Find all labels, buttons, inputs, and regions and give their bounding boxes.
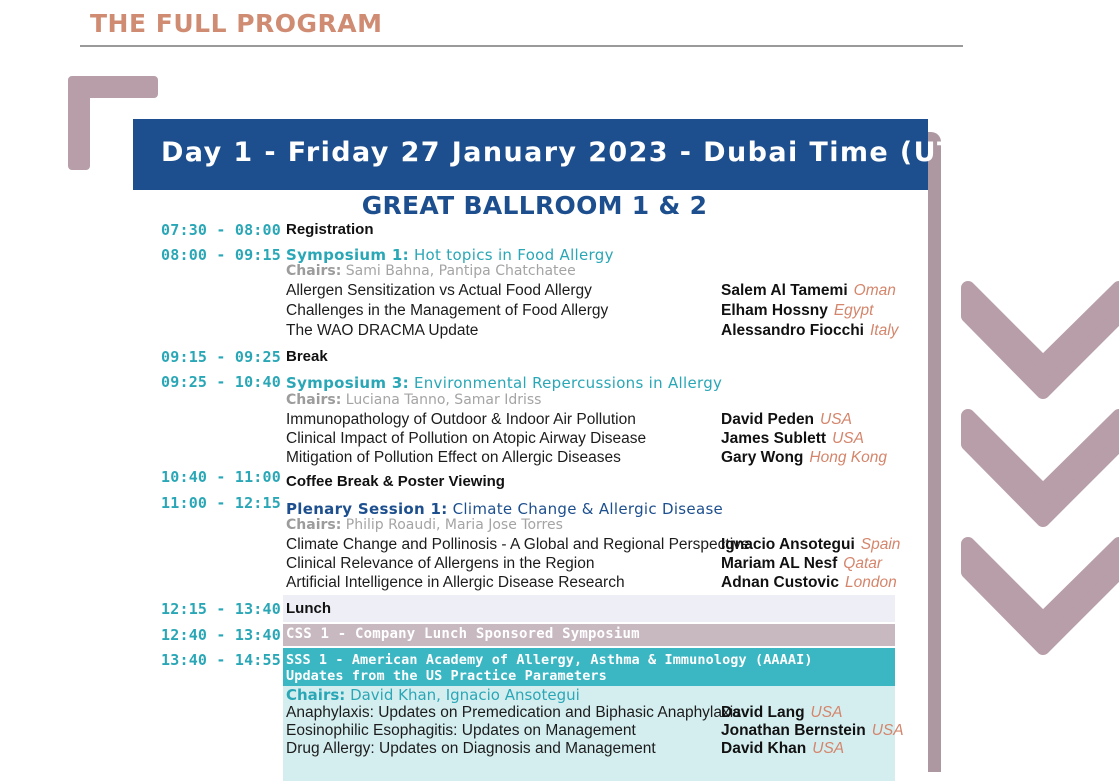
session-title: [286, 374, 722, 392]
session-title-line-1: SSS 1 - American Academy of Allergy, Asthma & Immunology (AAAAI): [286, 652, 813, 668]
session-prefix: Plenary Session 1:: [286, 500, 448, 518]
speaker-name: David Khan: [721, 740, 807, 757]
talk-title: Challenges in the Management of Food Allergy: [286, 302, 609, 319]
session-time: 07:30 - 08:00: [161, 221, 281, 239]
speaker-name: Mariam AL Nesf: [721, 555, 838, 572]
talk-speaker: [721, 704, 842, 722]
session-prefix: Symposium 3:: [286, 374, 409, 392]
talk-title: The WAO DRACMA Update: [286, 322, 479, 339]
speaker-place: USA: [820, 411, 852, 428]
session-time: 12:15 - 13:40: [161, 600, 281, 618]
session-prefix: Symposium 1:: [286, 246, 409, 264]
session-title: [286, 246, 614, 264]
speaker-place: Hong Kong: [809, 449, 887, 466]
speaker-place: Italy: [869, 322, 899, 339]
speaker-place: USA: [810, 704, 843, 721]
session-title: [286, 500, 723, 518]
speaker-name: Ignacio Ansotegui: [721, 536, 855, 553]
session-topic: Climate Change & Allergic Disease: [452, 500, 724, 518]
talk-title: Eosinophilic Esophagitis: Updates on Management: [286, 722, 636, 739]
chairs-names: Philip Roaudi, Maria Jose Torres: [345, 517, 563, 533]
talk-title: Allergen Sensitization vs Actual Food Allergy: [286, 282, 592, 299]
room-title: GREAT BALLROOM 1 & 2: [361, 191, 708, 220]
talk-speaker: [721, 722, 904, 740]
session-topic: Hot topics in Food Allergy: [413, 246, 614, 264]
session-title: CSS 1 - Company Lunch Sponsored Symposium: [286, 626, 640, 642]
chairs-label: Chairs:: [286, 263, 342, 279]
speaker-place: Oman: [853, 282, 896, 299]
day-title: Day 1 - Friday 27 January 2023 - Dubai Time (UTC + 4:00): [133, 119, 928, 190]
session-chairs: [286, 263, 576, 279]
session-title: Break: [286, 348, 328, 365]
talk-speaker: [721, 574, 897, 592]
talk-title: Anaphylaxis: Updates on Premedication and Biphasic Anaphylaxis: [286, 704, 741, 721]
session-title: Registration: [286, 221, 374, 238]
session-chairs: [286, 392, 541, 408]
page-heading: THE FULL PROGRAM: [90, 9, 383, 38]
speaker-name: James Sublett: [721, 430, 827, 447]
speaker-name: Jonathan Bernstein: [721, 722, 866, 739]
speaker-name: Gary Wong: [721, 449, 804, 466]
talk-title: Climate Change and Pollinosis - A Global and Regional Perspective: [286, 536, 750, 553]
speaker-name: Adnan Custovic: [721, 574, 839, 591]
speaker-name: Elham Hossny: [721, 302, 828, 319]
speaker-place: Qatar: [843, 555, 883, 572]
speaker-name: Alessandro Fiocchi: [721, 322, 864, 339]
speaker-place: USA: [812, 740, 845, 757]
talk-title: Artificial Intelligence in Allergic Disease Research: [286, 574, 625, 591]
speaker-place: London: [844, 574, 897, 591]
talk-speaker: [721, 740, 844, 758]
talk-title: Mitigation of Pollution Effect on Allergic Diseases: [286, 449, 621, 466]
talk-title: Clinical Relevance of Allergens in the Region: [286, 555, 595, 572]
card-shadow-decoration: [928, 132, 941, 772]
talk-speaker: [721, 449, 887, 467]
session-topic: Environmental Repercussions in Allergy: [413, 374, 723, 392]
chairs-label: Chairs:: [286, 686, 346, 704]
session-time: 10:40 - 11:00: [161, 468, 281, 486]
session-time: 09:25 - 10:40: [161, 373, 281, 391]
chairs-names: Luciana Tanno, Samar Idriss: [345, 392, 542, 408]
talk-speaker: [721, 430, 864, 448]
talk-speaker: [721, 322, 898, 340]
chairs-names: David Khan, Ignacio Ansotegui: [350, 686, 580, 704]
chevron-decoration: [968, 278, 1119, 668]
session-title: Coffee Break & Poster Viewing: [286, 473, 505, 490]
chairs-label: Chairs:: [286, 392, 342, 408]
program-card: [133, 119, 1111, 779]
lunch-band: [283, 595, 895, 622]
speaker-place: USA: [832, 430, 864, 447]
talk-title: Drug Allergy: Updates on Diagnosis and Management: [286, 740, 656, 757]
chairs-label: Chairs:: [286, 517, 342, 533]
talk-speaker: [721, 555, 882, 573]
speaker-name: David Lang: [721, 704, 805, 721]
talk-title: Immunopathology of Outdoor & Indoor Air Pollution: [286, 411, 636, 428]
speaker-place: USA: [871, 722, 904, 739]
session-chairs: [286, 517, 563, 533]
session-time: 08:00 - 09:15: [161, 246, 281, 264]
talk-speaker: [721, 302, 873, 320]
chairs-names: Sami Bahna, Pantipa Chatchatee: [345, 263, 576, 279]
session-time: 12:40 - 13:40: [161, 626, 281, 644]
session-time: 13:40 - 14:55: [161, 651, 281, 669]
session-title-line-2: Updates from the US Practice Parameters: [286, 668, 607, 684]
speaker-name: Salem Al Tamemi: [721, 282, 848, 299]
session-chairs: [286, 686, 580, 704]
session-title: Lunch: [286, 600, 331, 617]
talk-speaker: [721, 282, 896, 300]
speaker-place: Egypt: [833, 302, 874, 319]
speaker-place: Spain: [860, 536, 901, 553]
talk-title: Clinical Impact of Pollution on Atopic Airway Disease: [286, 430, 647, 447]
talk-speaker: [721, 536, 900, 554]
heading-divider: [80, 45, 963, 47]
speaker-name: David Peden: [721, 411, 815, 428]
session-time: 11:00 - 12:15: [161, 494, 281, 512]
talk-speaker: [721, 411, 852, 429]
session-time: 09:15 - 09:25: [161, 348, 281, 366]
